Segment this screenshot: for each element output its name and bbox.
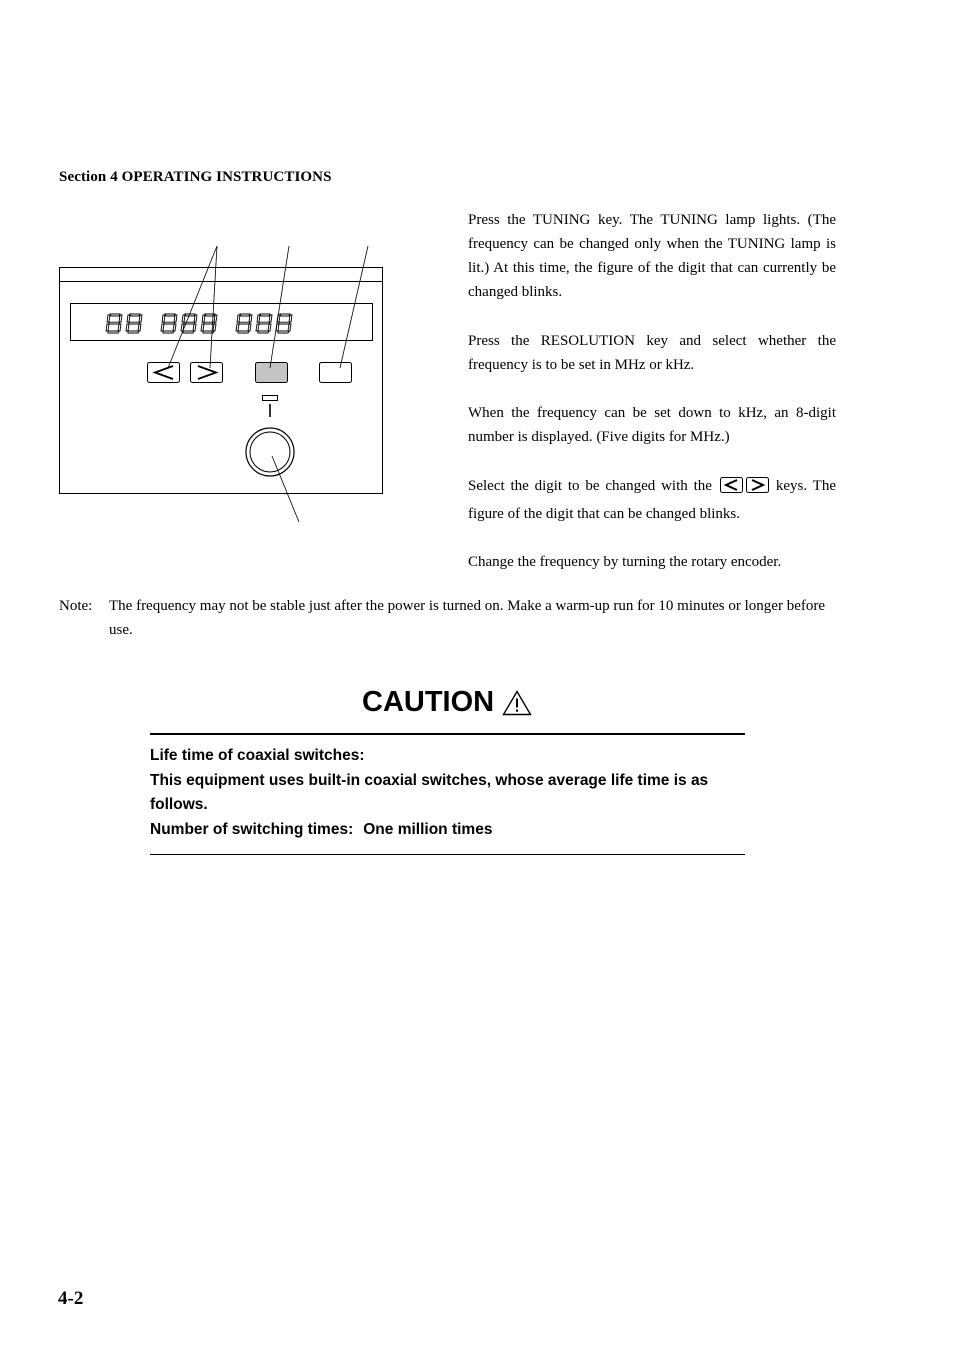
tuning-key (256, 363, 288, 383)
note-text: The frequency may not be stable just after the power is turned on. Make a warm-up run for 10 minutes or longer before use. (109, 598, 826, 638)
warning-triangle-icon (502, 690, 532, 716)
section-header: Section 4 OPERATING INSTRUCTIONS (59, 169, 332, 185)
step-1: Press the TUNING key. The TUNING lamp lights. (The frequency can be changed only when the TUNING lamp is lit.) At this time, the figure of the digit that can currently be changed blinks. (468, 212, 836, 300)
caution-box (150, 733, 745, 855)
step-4 (468, 474, 836, 526)
callout-line (270, 246, 289, 368)
instruction-steps (468, 208, 836, 574)
step-2: Press the RESOLUTION key and select whether the frequency is to be set in MHz or kHz. (468, 332, 836, 373)
caution-heading (362, 686, 532, 719)
callout-line (340, 246, 368, 368)
step-5: Change the frequency by turning the rotary encoder. (468, 554, 782, 570)
caution-title: CAUTION (362, 686, 495, 718)
switching-value: One million times (363, 820, 493, 838)
resolution-key (320, 363, 352, 383)
display-digits (106, 314, 292, 333)
left-cursor-key (148, 363, 180, 383)
step-4-before: Select the digit to be changed with the (468, 477, 712, 494)
callout-line (168, 246, 217, 368)
rotary-encoder-inner (250, 432, 290, 472)
cursor-keys-icon (720, 477, 770, 502)
tuning-lamp (263, 396, 278, 401)
switching-label: Number of switching times: (150, 820, 354, 838)
note-label: Note: (59, 598, 93, 614)
caution-line-1: Life time of coaxial switches: (150, 747, 365, 764)
step-4-after: keys. The figure of the digit that can be changed blinks. (468, 477, 836, 522)
page-number: 4-2 (58, 1288, 84, 1309)
caution-line-2: This equipment uses built-in coaxial switches, whose average life time is as follows. (150, 771, 709, 813)
caution-line-3 (150, 818, 745, 843)
step-3: When the frequency can be set down to kHz, an 8-digit number is displayed. (Five digits for MHz.) (468, 405, 836, 445)
callout-line (210, 246, 217, 368)
note (59, 594, 839, 642)
